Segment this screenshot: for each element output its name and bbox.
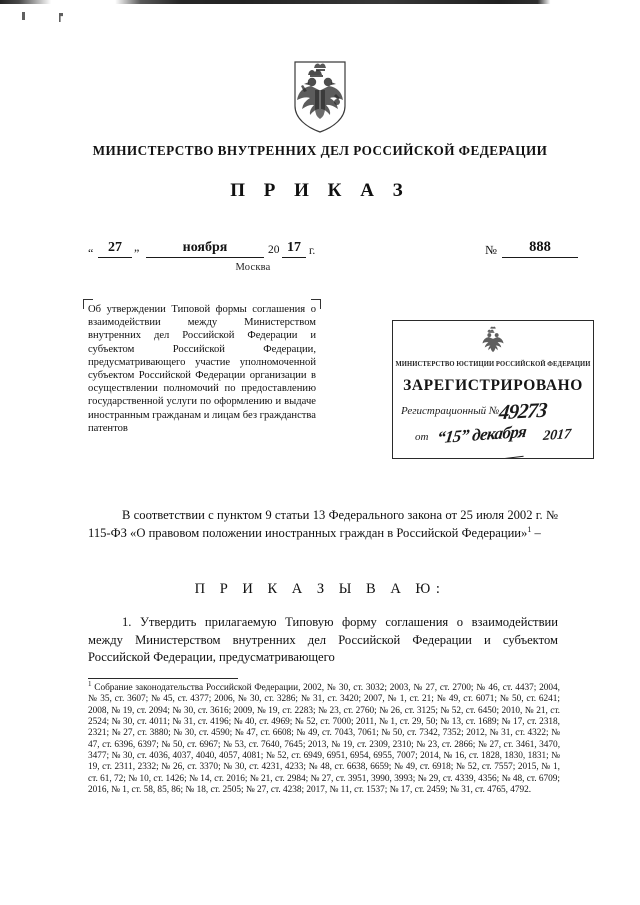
order-verb-heading: П Р И К А З Ы В А Ю: xyxy=(194,581,446,597)
footnote-block xyxy=(88,679,560,796)
paragraph-preamble-tail: – xyxy=(531,525,541,540)
order-number-label: № xyxy=(485,243,497,257)
stamp-from-label: от xyxy=(415,431,429,443)
footnote-reference-marker: 1 xyxy=(527,524,532,534)
stamp-ministry-text: МИНИСТЕРСТВО ЮСТИЦИИ РОССИЙСКОЙ ФЕДЕРАЦИИ xyxy=(395,360,591,369)
footnote-text: Собрание законодательства Российской Федерации, 2002, № 30, ст. 3032; 2003, № 27, ст. 2700; № 46, ст. 4437; 2004, № 35, ст. 3607; № 45, ст. 4377; 2006, № 30, ст. 3286; № 31, ст. 3420; 2007, № 1, ст. 21; № 49, ст. 6071; № 50, ст. 6241; 2008, № 19, ст. 2094; № 30, ст. 3616; 2009, № 19, ст. 2283; № 23, ст. 2760; № 26, ст. 3125; № 52, ст. 6450; 2010, № 21, ст. 2524; № 30, ст. 4011; № 31, ст. 4196; № 40, ст. 4969; № 52, ст. 7000; 2011, № 1, ст. 29, 50; № 13, ст. 1689; № 17, ст. 2318, 2321; № 27, ст. 3880; № 30, ст. 4590; № 47, ст. 6608; № 49, ст. 7043, 7061; № 50, ст. 7342, 7352; 2012, № 31, ст. 4322; № 47, ст. 6396, 6397; № 50, ст. 6967; № 53, ст. 7640, 7645; 2013, № 19, ст. 2309, 2310; № 23, ст. 2866; № 27, ст. 3461, 3470, 3477; № 30, ст. 4036, 4037, 4040, 4057, 4081; № 52, ст. 6949, 6951, 6954, 6955, 7007; 2014, № 16, ст. 1828, 1830, 1831; № 19, ст. 2311, 2332; № 26, ст. 3370; № 30, ст. 4231, 4233; № 48, ст. 6638, 6659; № 49, ст. 6918; № 52, ст. 7557; 2015, № 1, ст. 61, 72; № 10, ст. 1426; № 14, ст. 2016; № 21, ст. 2984; № 27, ст. 3951, 3990, 3993; № 29, ст. 4339, 4356; № 48, ст. 6709; 2016, № 1, ст. 58, 85, 86; № 18, ст. 2505; № 27, ст. 4238; 2017, № 11, ст. 1537; № 17, ст. 2459; № 31, ст. 4765, 4792. xyxy=(88,683,560,796)
stamp-regnum-label: Регистрационный № xyxy=(401,405,500,417)
scan-speck-artifact xyxy=(22,12,25,20)
stamp-year-handwritten: 2017 xyxy=(542,426,572,445)
footnote-separator xyxy=(88,678,238,679)
city-label: Москва xyxy=(235,262,271,273)
document-type-heading: П Р И К А З xyxy=(230,180,410,201)
year-abbr: г. xyxy=(309,245,316,257)
footnote-marker: 1 xyxy=(88,679,92,688)
paragraph-item-1 xyxy=(88,614,558,667)
order-subject-text: Об утверждении Типовой формы соглашения о взаимодействии между Министерством внутренних дел Российской Федерации и субъектом Российской Федерации, предусматривающего участие уполномоченной субъектом Российской Федерации организации в осуществлении полномочий по предоставлению государственной услуги по оформлению и выдаче иностранным гражданам и лицам без гражданства патентов xyxy=(88,304,316,434)
quote-close: ” xyxy=(134,246,140,260)
order-number-value: 888 xyxy=(502,239,578,258)
order-subject-block xyxy=(88,303,316,435)
ministry-title: МИНИСТЕРСТВО ВНУТРЕННИХ ДЕЛ РОССИЙСКОЙ ФЕДЕРАЦИИ xyxy=(92,143,548,158)
paragraph-preamble xyxy=(88,507,558,542)
bracket-top-right-icon xyxy=(311,299,321,309)
paragraph-item-1-text: 1. Утвердить прилагаемую Типовую форму соглашения о взаимодействии между Министерством внутренних дел Российской Федерации и субъектом Российской Федерации, предусматривающего xyxy=(88,615,558,665)
bracket-top-left-icon xyxy=(83,299,93,309)
scan-speck-artifact xyxy=(59,13,63,22)
order-month: ноября xyxy=(146,240,264,258)
quote-open: “ xyxy=(88,246,94,260)
stamp-coat-of-arms-icon xyxy=(476,325,510,359)
scan-edge-artifact xyxy=(0,0,640,4)
order-day: 27 xyxy=(98,240,132,258)
russian-coat-of-arms-icon xyxy=(292,60,348,134)
stamp-regnum-value: 49273 xyxy=(497,397,548,425)
stamp-registered-text: ЗАРЕГИСТРИРОВАНО xyxy=(403,377,583,394)
registration-stamp xyxy=(392,320,594,459)
stamp-date-handwritten: “15” декабря xyxy=(435,421,528,448)
emblem-container xyxy=(0,60,640,139)
year-prefix: 20 xyxy=(268,244,280,256)
order-year: 17 xyxy=(282,240,306,258)
paragraph-preamble-text: В соответствии с пунктом 9 статьи 13 Федерального закона от 25 июля 2002 г. № 115-ФЗ «О правовом положении иностранных граждан в Российской Федерации» xyxy=(88,508,558,540)
